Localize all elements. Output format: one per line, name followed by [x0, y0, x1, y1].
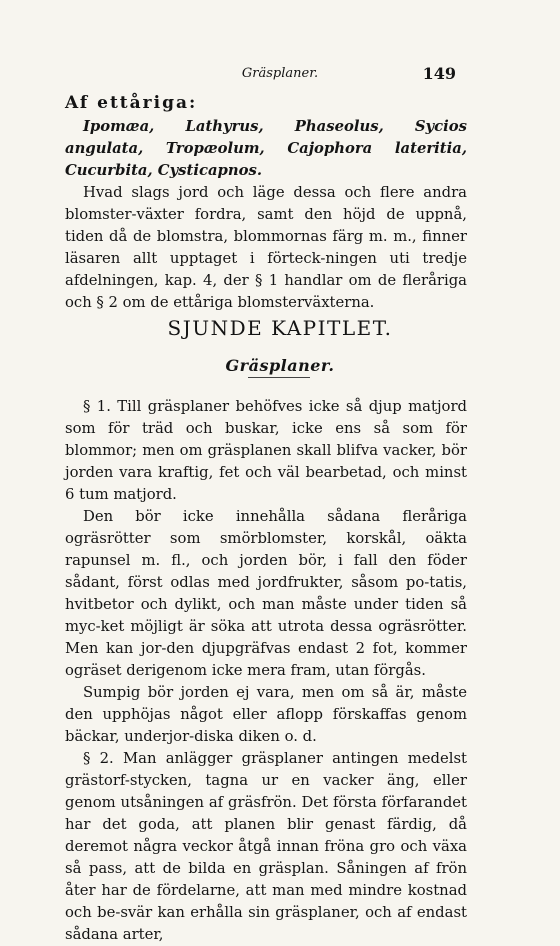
chapter-heading: SJUNDE KAPITLET.	[167, 316, 393, 340]
paragraph-2: Den bör icke innehålla sådana fleråriga ogräsrötter som smörblomster, korskål, oäkta rapunsel m. fl., och jorden bör, i fall den föder sådant, först odlas med jordfrukter, såsom po-tatis, hvitbetor och dylikt, och man måste under tiden så myc-ket möjligt är söka att utrota dessa ogräsrötter. Men kan jor-den djupgräfvas endast 2 fot, kommer ogräset derigenom icke mera fram, utan förgås.	[65, 508, 467, 679]
paragraph-3: Sumpig bör jorden ej vara, men om så är, måste den upphöjas något eller aflopp förskaffas genom bäckar, underjor-diska diken o. d.	[65, 684, 467, 745]
title-divider	[248, 377, 310, 378]
chapter-body	[65, 396, 467, 946]
paragraph-4: § 2. Man anlägger gräsplaner antingen medelst grästorf-stycken, tagna ur en vacker äng, eller genom utsåningen af gräsfrön. Det första förfarandet har det goda, att planen blir genast färdig, då deremot några veckor åtgå innan fröna gro och växa så pass, att de bilda en gräsplan. Såningen af frön åter har de fördelarne, att man med mindre kostnad och be-svär kan erhålla sin gräsplaner, och af endast sådana arter,	[65, 750, 467, 943]
annuals-block	[65, 116, 467, 314]
running-title: Gräsplaner.	[241, 66, 319, 81]
running-header	[0, 66, 560, 88]
intro-paragraph: Hvad slags jord och läge dessa och flere andra blomster-växter fordra, samt den höjd de uppnå, tiden då de blomstra, blommornas färg m. m., finner läsaren allt upptaget i förteck-ningen uti tredje afdelningen, kap. 4, der § 1 handlar om de fleråriga och § 2 om de ettåriga blomsterväxterna.	[65, 184, 467, 311]
paragraph-1: § 1. Till gräsplaner behöfves icke så djup matjord som för träd och buskar, icke ens så som för blommor; men om gräsplanen skall blifva vacker, bör jorden vara kraftig, fet och väl bearbetad, och minst 6 tum matjord.	[65, 398, 467, 503]
annuals-subheading: Af ettåriga:	[65, 93, 198, 113]
species-list: Ipomæa, Lathyrus, Phaseolus, Sycios angulata, Tropæolum, Cajophora lateritia, Cucurbita, Cysticapnos.	[65, 118, 467, 179]
page-number: 149	[422, 64, 456, 83]
section-title: Gräsplaner.	[225, 356, 335, 375]
